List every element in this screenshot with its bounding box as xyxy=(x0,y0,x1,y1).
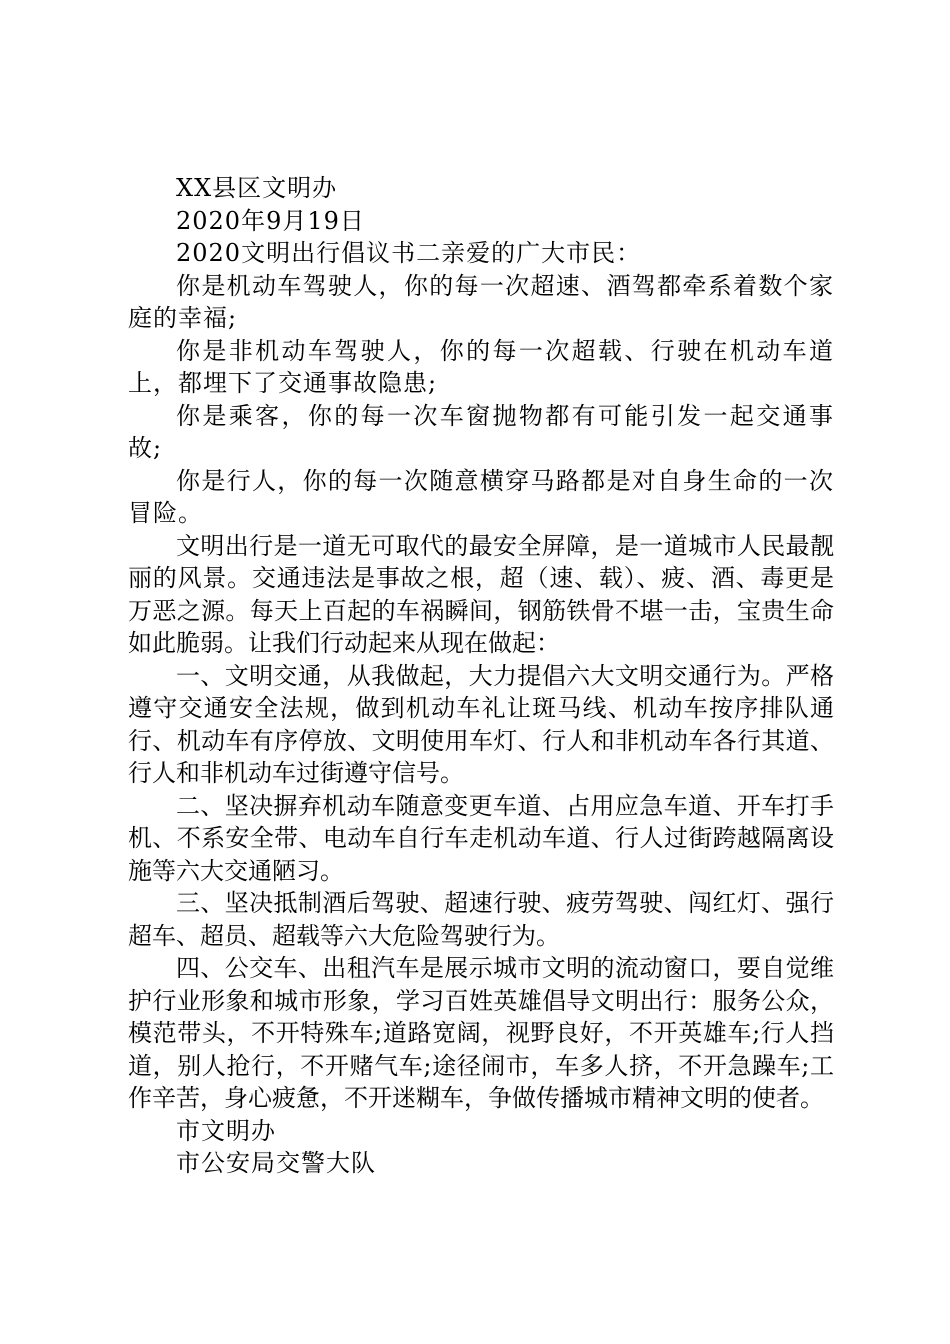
signature-civilization-office: 市文明办 xyxy=(176,1116,276,1145)
proposal-title-line: 2020文明出行倡议书二亲爱的广大市民： xyxy=(176,239,642,267)
paragraph-non-motorist: 你是非机动车驾驶人，你的每一次超载、行驶在机动车道上，都埋下了交通事故隐患; xyxy=(128,336,834,397)
paragraph-point-two: 二、坚决摒弃机动车随意变更车道、占用应急车道、开车打手机、不系安全带、电动车自行车走机动车道、行人过街跨越隔离设施等六大交通陋习。 xyxy=(128,791,834,885)
paragraph-motorist: 你是机动车驾驶人，你的每一次超速、酒驾都牵系着数个家庭的幸福; xyxy=(128,271,834,332)
paragraph-civilized-travel: 文明出行是一道无可取代的最安全屏障，是一道城市人民最靓丽的风景。交通违法是事故之根，超（速、载）、疲、酒、毒更是万恶之源。每天上百起的车祸瞬间，钢筋铁骨不堪一击，宝贵生命如此脆弱。让我们行动起来从现在做起： xyxy=(128,531,834,657)
paragraph-point-four: 四、公交车、出租汽车是展示城市文明的流动窗口，要自觉维护行业形象和城市形象，学习百姓英雄倡导文明出行：服务公众，模范带头，不开特殊车;道路宽阔，视野良好，不开英雄车;行人挡道，别人抢行，不开赌气车;途径闹市，车多人挤，不开急躁车;工作辛苦，身心疲惫，不开迷糊车，争做传播城市精神文明的使者。 xyxy=(128,954,834,1112)
paragraph-pedestrian: 你是行人，你的每一次随意横穿马路都是对自身生命的一次冒险。 xyxy=(128,466,834,527)
signature-traffic-police: 市公安局交警大队 xyxy=(176,1149,376,1177)
paragraph-point-one: 一、文明交通，从我做起，大力提倡六大文明交通行为。严格遵守交通安全法规，做到机动车礼让斑马线、机动车按序排队通行、机动车有序停放、文明使用车灯、行人和非机动车各行其道、行人和非机动车过街遵守信号。 xyxy=(128,661,834,787)
paragraph-passenger: 你是乘客，你的每一次车窗抛物都有可能引发一起交通事故; xyxy=(128,401,834,462)
issuer-line: XX县区文明办 xyxy=(176,174,338,202)
paragraph-point-three: 三、坚决抵制酒后驾驶、超速行驶、疲劳驾驶、闯红灯、强行超车、超员、超载等六大危险驾驶行为。 xyxy=(128,889,834,950)
document-body xyxy=(128,172,834,1180)
date-line: 2020年9月19日 xyxy=(176,206,365,235)
